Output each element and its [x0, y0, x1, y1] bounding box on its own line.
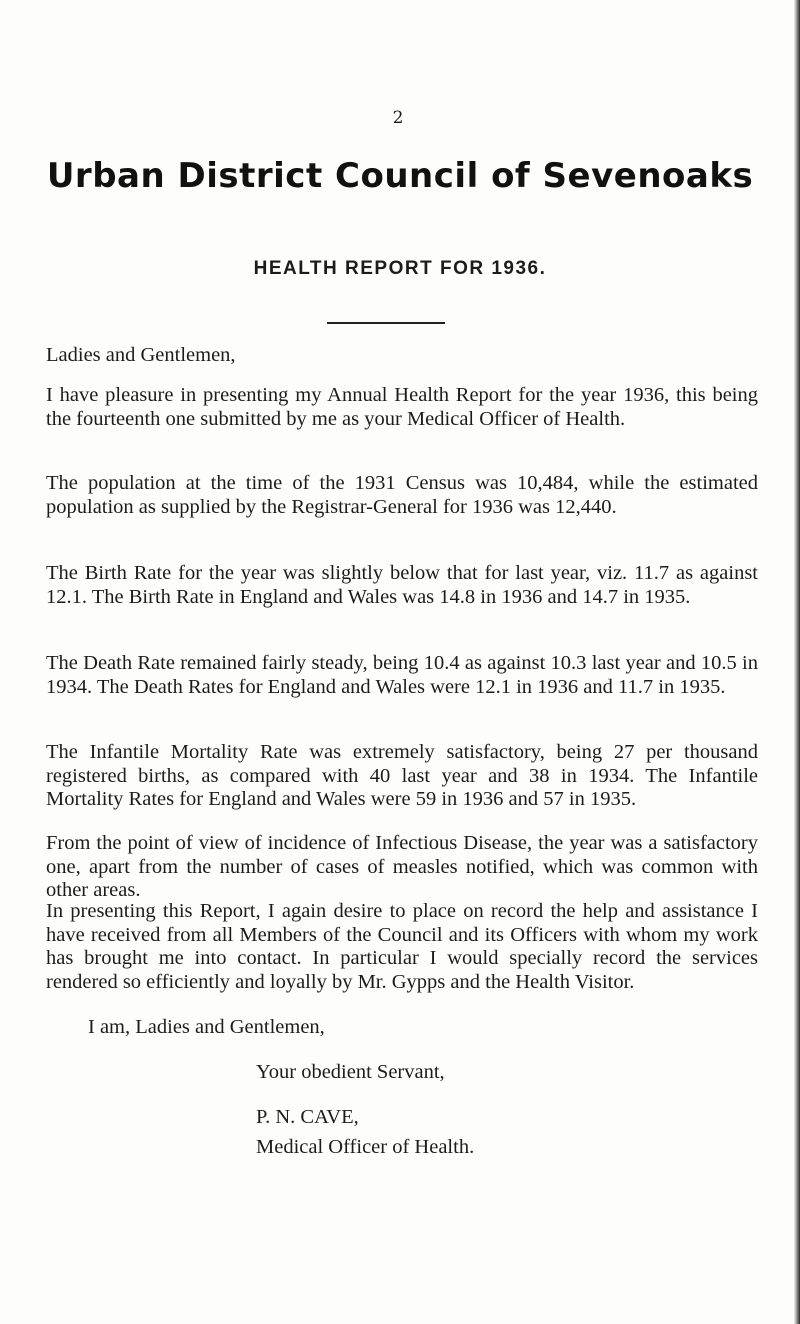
signature-title: Medical Officer of Health. — [256, 1136, 475, 1158]
report-heading: HEALTH REPORT FOR 1936. — [253, 258, 547, 279]
paragraph-acknowledgements: In presenting this Report, I again desire to place on record the help and assistance I have received from all Members of the Council and its Officers with whom my work has brought me into contact. In particular I would specially record the services rendered so efficiently and loyally by Mr. Gypps and the Health Visitor. — [46, 900, 758, 993]
paragraph-population: The population at the time of the 1931 Census was 10,484, while the estimated population as supplied by the Registrar-General for 1936 was 12,440. — [46, 472, 758, 518]
page-number: 2 — [392, 108, 404, 128]
salutation: Ladies and Gentlemen, — [46, 344, 236, 366]
paragraph-birth-rate: The Birth Rate for the year was slightly below that for last year, viz. 11.7 as against 12.1. The Birth Rate in England and Wales was 14.8 in 1936 and 14.7 in 1935. — [46, 562, 758, 608]
paragraph-infectious-disease: From the point of view of incidence of Infectious Disease, the year was a satisfactory one, apart from the number of cases of measles notified, which was common with other areas. — [46, 832, 758, 901]
page-edge-shadow — [794, 0, 800, 1324]
closing-servant: Your obedient Servant, — [256, 1061, 445, 1083]
closing-line: I am, Ladies and Gentlemen, — [88, 1016, 325, 1038]
paragraph-introduction: I have pleasure in presenting my Annual Health Report for the year 1936, this being the fourteenth one submitted by me as your Medical Officer of Health. — [46, 384, 758, 430]
heading-divider — [327, 322, 445, 324]
paragraph-infantile-mortality: The Infantile Mortality Rate was extremely satisfactory, being 27 per thousand registered births, as compared with 40 last year and 38 in 1934. The Infantile Mortality Rates for England and Wales were 59 in 1936 and 57 in 1935. — [46, 741, 758, 810]
paragraph-death-rate: The Death Rate remained fairly steady, being 10.4 as against 10.3 last year and 10.5 in 1934. The Death Rates for England and Wales were 12.1 in 1936 and 11.7 in 1935. — [46, 652, 758, 698]
signature-name: P. N. CAVE, — [256, 1106, 359, 1128]
council-title: Urban District Council of Sevenoaks — [46, 156, 754, 196]
